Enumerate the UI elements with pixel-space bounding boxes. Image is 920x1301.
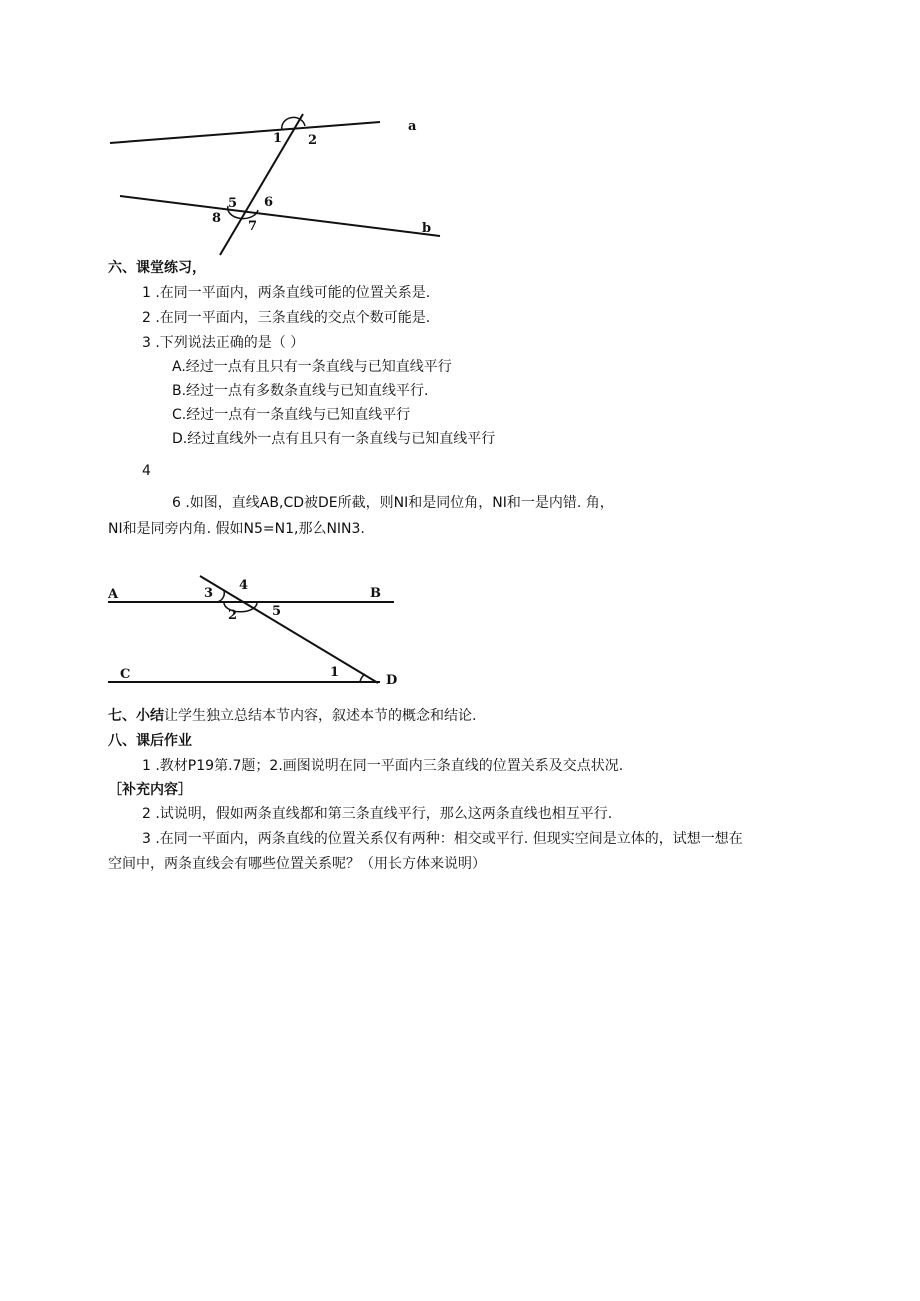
option-a: A.经过一点有且只有一条直线与已知直线平行: [172, 359, 452, 375]
figure-transversal-abcd: [100, 570, 410, 695]
question-3: 3 .下列说法正确的是（ ）: [142, 335, 305, 351]
section6-heading: 六、课堂练习，: [108, 260, 206, 276]
label-3: 3: [204, 586, 214, 601]
angle-arc-3: [217, 591, 224, 602]
label-4: 4: [239, 578, 249, 593]
question-4: 4: [142, 463, 151, 479]
option-d: D.经过直线外一点有且只有一条直线与已知直线平行: [172, 431, 496, 447]
label-8: 8: [212, 211, 222, 226]
transversal-de: [200, 576, 378, 683]
label-2: 2: [228, 608, 238, 623]
transversal: [220, 114, 303, 255]
label-A: A: [108, 587, 119, 602]
section7-heading: 七、小结: [108, 708, 164, 724]
question-6-line1: 6 .如图，直线AB,CD被DE所截，则NI和是同位角，NI和一是内错. 角，: [172, 495, 614, 511]
supplement-3-line2: 空间中，两条直线会有哪些位置关系呢？（用长方体来说明）: [108, 856, 486, 872]
label-D: D: [386, 673, 398, 688]
label-5: 5: [272, 604, 282, 619]
label-2: 2: [308, 133, 318, 148]
line-a: [110, 122, 380, 143]
label-6: 6: [264, 195, 274, 210]
question-1: 1 .在同一平面内，两条直线可能的位置关系是.: [142, 285, 431, 301]
label-b: b: [422, 221, 432, 236]
label-C: C: [120, 667, 131, 682]
option-b: B.经过一点有多数条直线与已知直线平行.: [172, 383, 429, 399]
option-c: C.经过一点有一条直线与已知直线平行: [172, 407, 411, 423]
label-a: a: [408, 119, 417, 134]
supplement-heading: ［补充内容］: [108, 782, 192, 798]
homework-1: 1 .教材P19第.7题；2.画图说明在同一平面内三条直线的位置关系及交点状况.: [142, 758, 624, 774]
question-2: 2 .在同一平面内，三条直线的交点个数可能是.: [142, 310, 431, 326]
figure-transversal-ab: [100, 110, 460, 260]
line-b: [120, 196, 440, 236]
angle-arc-1: [360, 674, 365, 682]
label-1: 1: [330, 665, 340, 680]
label-B: B: [370, 586, 381, 601]
section7: [108, 706, 476, 726]
label-7: 7: [248, 219, 258, 234]
section7-text: 让学生独立总结本节内容，叙述本节的概念和结论.: [164, 708, 477, 724]
question-6-line2: NI和是同旁内角. 假如N5=N1,那么NIN3.: [108, 521, 365, 537]
section8-heading: 八、课后作业: [108, 733, 192, 749]
label-1: 1: [273, 131, 283, 146]
label-5: 5: [228, 196, 238, 211]
supplement-3-line1: 3 .在同一平面内，两条直线的位置关系仅有两种：相交或平行. 但现实空间是立体的，试想一想在: [142, 831, 743, 847]
supplement-2: 2 .试说明，假如两条直线都和第三条直线平行，那么这两条直线也相互平行.: [142, 806, 613, 822]
